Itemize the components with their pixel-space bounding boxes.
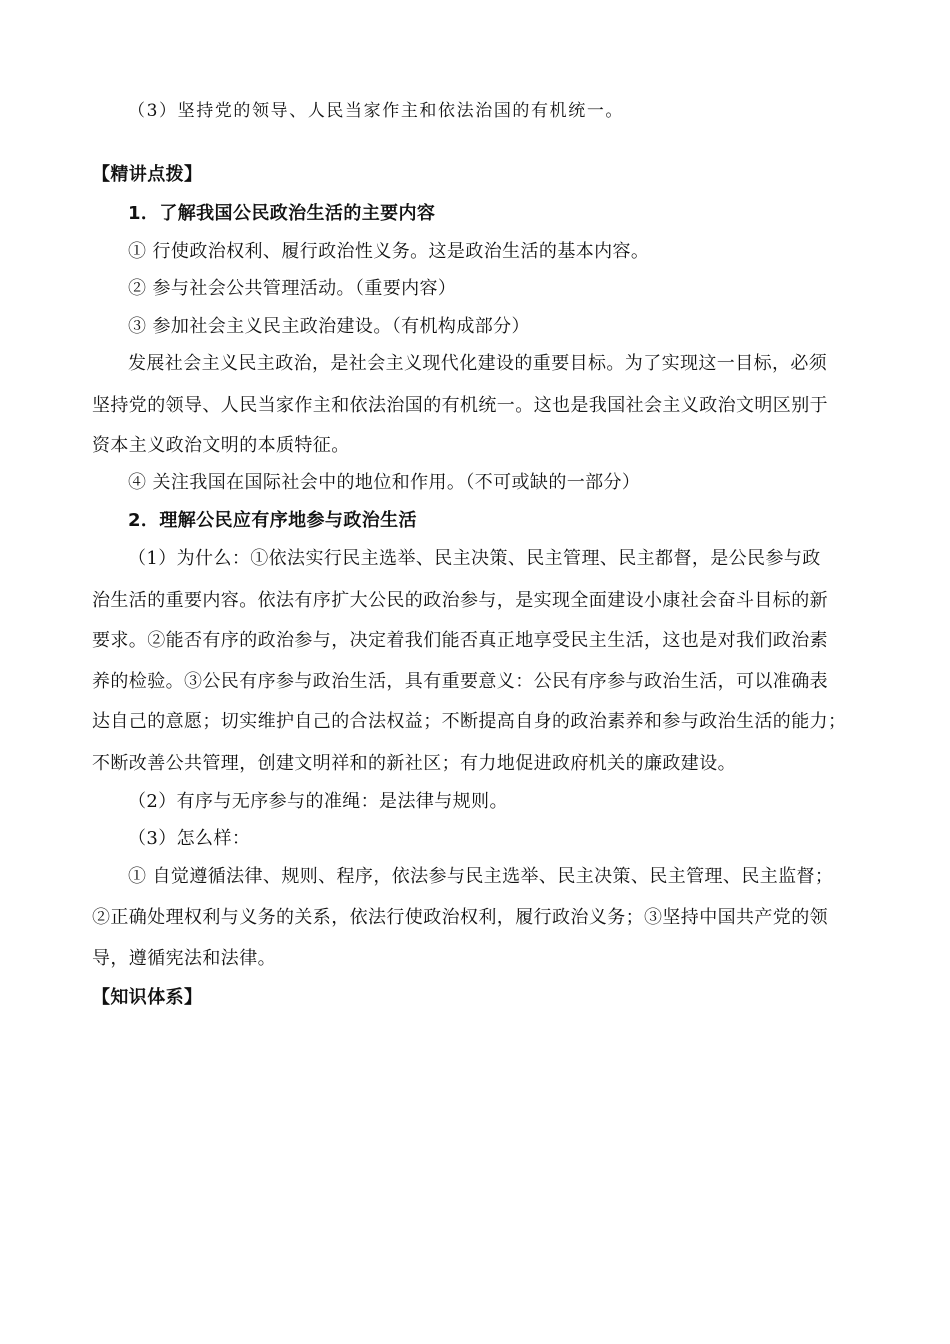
paragraph-text: ②正确处理权利与义务的关系，依法行使政治权利，履行政治义务；③坚持中国共产党的领 xyxy=(92,907,828,928)
paragraph-text: （2）有序与无序参与的准绳：是法律与规则。 xyxy=(128,791,508,812)
subheading-2: 2．理解公民应有序地参与政治生活 xyxy=(128,510,417,531)
section-heading-knowledge-system: 【知识体系】 xyxy=(92,987,203,1008)
intro-point-3: （3）坚持党的领导、人民当家作主和依法治国的有机统一。 xyxy=(128,101,625,121)
paragraph-text: 导，遵循宪法和法律。 xyxy=(92,948,276,969)
section-heading-key-points: 【精讲点拨】 xyxy=(92,164,203,185)
paragraph-text: （1）为什么：①依法实行民主选举、民主决策、民主管理、民主都督，是公民参与政 xyxy=(128,548,821,569)
paragraph-item-1: ① 行使政治权利、履行政治性义务。这是政治生活的基本内容。 xyxy=(128,241,650,262)
paragraph-text: （3）怎么样： xyxy=(128,828,251,849)
paragraph-text: 达自己的意愿；切实维护自己的合法权益；不断提高自身的政治素养和参与政治生活的能力； xyxy=(92,711,847,732)
paragraph-item-4: ④ 关注我国在国际社会中的地位和作用。（不可或缺的一部分） xyxy=(128,472,641,493)
paragraph-text: 发展社会主义民主政治，是社会主义现代化建设的重要目标。为了实现这一目标，必须 xyxy=(128,353,828,374)
subheading-1: 1．了解我国公民政治生活的主要内容 xyxy=(128,203,436,224)
paragraph-item-3: ③ 参加社会主义民主政治建设。（有机构成部分） xyxy=(128,316,530,337)
paragraph-text: 养的检验。③公民有序参与政治生活，具有重要意义：公民有序参与政治生活，可以准确表 xyxy=(92,671,828,692)
paragraph-text: 资本主义政治文明的本质特征。 xyxy=(92,435,350,456)
paragraph-text: 不断改善公共管理，创建文明祥和的新社区；有力地促进政府机关的廉政建设。 xyxy=(92,753,736,774)
paragraph-item-2: ② 参与社会公共管理活动。（重要内容） xyxy=(128,278,457,299)
paragraph-text: 要求。②能否有序的政治参与，决定着我们能否真正地享受民主生活，这也是对我们政治素 xyxy=(92,630,828,651)
paragraph-text: ① 自觉遵循法律、规则、程序，依法参与民主选举、民主决策、民主管理、民主监督； xyxy=(128,866,834,887)
paragraph-text: 治生活的重要内容。依法有序扩大公民的政治参与，是实现全面建设小康社会奋斗目标的新 xyxy=(92,590,828,611)
paragraph-text: 坚持党的领导、人民当家作主和依法治国的有机统一。这也是我国社会主义政治文明区别于 xyxy=(92,395,828,416)
